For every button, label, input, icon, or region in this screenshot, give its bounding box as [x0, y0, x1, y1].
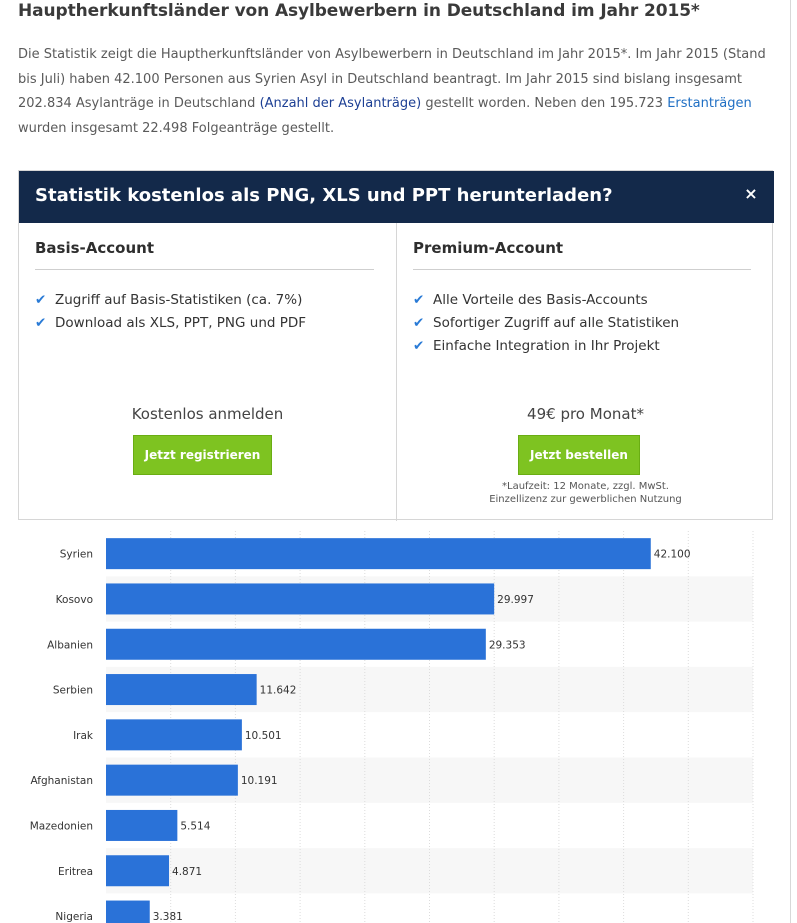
category-label: Nigeria [55, 911, 93, 923]
checkmark-icon: ✔ [413, 315, 425, 331]
feature-label: Alle Vorteile des Basis-Accounts [433, 292, 648, 308]
value-label: 11.642 [259, 684, 297, 697]
asylum-applications-link[interactable]: (Anzahl der Asylanträge) [259, 96, 422, 112]
page-border [790, 0, 791, 923]
bar[interactable] [106, 765, 238, 796]
bar-chart-svg [18, 531, 773, 923]
feature-item [413, 312, 679, 335]
description-text-1: Die Statistik zeigt die Hauptherkunftsländer von Asylbewerbern in Deutschland im Jahr 2015*. Im Jahr 2015 (Stand bis Juli) haben 42.100 Personen aus Syrien Asyl in Deutschland beantragt. Im Jahr 2015 sind bislang insgesamt 202.834 Asylanträge in Deutschland [18, 47, 766, 112]
bar-chart [18, 531, 773, 923]
basis-price-label: Kostenlos anmelden [131, 405, 284, 423]
feature-item [35, 312, 306, 335]
category-label: Serbien [52, 684, 93, 697]
feature-label: Zugriff auf Basis-Statistiken (ca. 7%) [55, 292, 303, 308]
close-icon[interactable]: × [744, 184, 758, 203]
feature-label: Sofortiger Zugriff auf alle Statistiken [433, 315, 680, 331]
premium-footnote [397, 480, 774, 506]
bar[interactable] [106, 538, 651, 569]
checkmark-icon: ✔ [35, 315, 47, 331]
order-button[interactable]: Jetzt bestellen [518, 435, 640, 475]
checkmark-icon: ✔ [413, 338, 425, 354]
bar[interactable] [106, 810, 177, 841]
value-label: 29.997 [497, 593, 534, 606]
register-button[interactable]: Jetzt registrieren [133, 435, 272, 475]
value-label: 10.191 [240, 775, 278, 788]
promo-title: Statistik kostenlos als PNG, XLS und PPT herunterladen? [35, 185, 613, 206]
value-label: 42.100 [653, 548, 691, 561]
category-label: Eritrea [58, 865, 93, 878]
category-label: Kosovo [55, 593, 93, 606]
feature-label: Download als XLS, PPT, PNG und PDF [55, 315, 307, 331]
value-label: 5.514 [180, 820, 211, 833]
download-promo-box [18, 170, 773, 520]
bar[interactable] [106, 629, 486, 660]
category-label: Syrien [59, 548, 93, 561]
premium-feature-list [413, 289, 679, 358]
footnote-line-1: *Laufzeit: 12 Monate, zzgl. MwSt. [502, 481, 669, 492]
bar[interactable] [106, 901, 150, 923]
category-label: Afghanistan [30, 775, 93, 788]
category-label: Albanien [47, 639, 93, 652]
value-label: 29.353 [488, 639, 526, 652]
description-text-3: wurden insgesamt 22.498 Folgeanträge gestellt. [18, 120, 335, 136]
statistic-description [18, 43, 770, 141]
basis-account-column [19, 223, 397, 521]
value-label: 10.501 [244, 729, 282, 742]
page-title: Hauptherkunftsländer von Asylbewerbern in Deutschland im Jahr 2015* [18, 1, 700, 21]
bar[interactable] [106, 674, 257, 705]
feature-item [413, 289, 679, 312]
bar[interactable] [106, 855, 169, 886]
premium-price-label: 49€ pro Monat* [527, 405, 644, 423]
category-label: Irak [73, 729, 93, 742]
divider [35, 269, 374, 270]
feature-item [413, 335, 679, 358]
premium-account-heading: Premium-Account [413, 239, 564, 257]
divider [413, 269, 751, 270]
first-applications-link[interactable]: Erstanträgen [667, 96, 752, 112]
bar[interactable] [106, 719, 242, 750]
checkmark-icon: ✔ [35, 292, 47, 308]
footnote-line-2: Einzellizenz zur gewerblichen Nutzung [489, 494, 682, 505]
basis-account-heading: Basis-Account [35, 239, 155, 257]
premium-account-column [397, 223, 774, 521]
category-label: Mazedonien [29, 820, 93, 833]
description-text-2: gestellt worden. Neben den 195.723 [421, 96, 668, 112]
bar[interactable] [106, 583, 494, 614]
checkmark-icon: ✔ [413, 292, 425, 308]
feature-item [35, 289, 306, 312]
feature-label: Einfache Integration in Ihr Projekt [433, 338, 660, 354]
value-label: 3.381 [152, 911, 183, 923]
value-label: 4.871 [172, 865, 203, 878]
basis-feature-list [35, 289, 306, 335]
promo-header [19, 171, 774, 223]
